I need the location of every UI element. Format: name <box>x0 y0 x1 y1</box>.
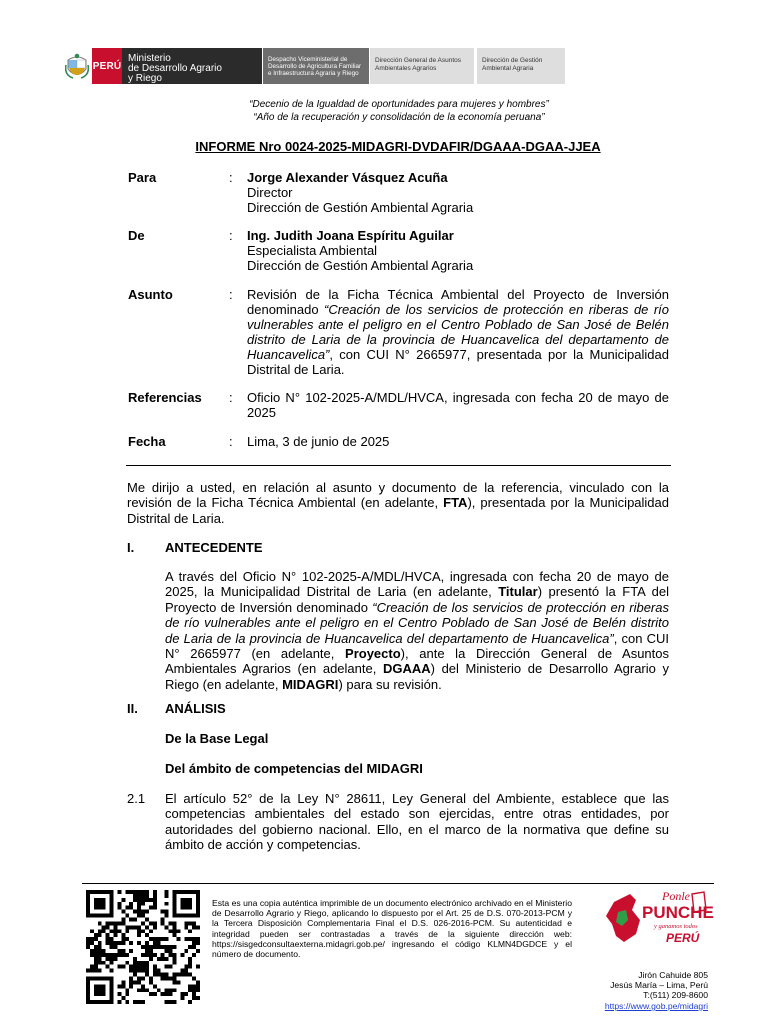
asunto-value: Revisión de la Ficha Técnica Ambiental del Proyecto de Inversión denominado “Creación de los servicios de protección en riberas de río vulnerables ante el peligro en el Centro Poblado de San José de Belén distrito de Laria de la provincia de Huancavelica del departamento de Huancavelica”, con CUI N° 2665977, presentada por la Municipalidad Distrital de Laria. <box>247 287 669 377</box>
de-office: Dirección de Gestión Ambiental Agraria <box>247 258 474 273</box>
para-colon: : <box>229 170 233 185</box>
section-2-number: II. <box>127 701 138 716</box>
de-value <box>247 228 669 273</box>
intro-paragraph: Me dirijo a usted, en relación al asunto y documento de la referencia, vinculado con la revisión de la Ficha Técnica Ambiental (en adelante, FTA), presentada por la Municipalidad Distrital de Laria. <box>127 480 669 526</box>
svg-text:PERÚ: PERÚ <box>666 931 700 945</box>
authenticity-notice: Esta es una copia auténtica imprimible de un documento electrónico archivado en el Ministerio de Desarrollo Agrario y Riego, aplicando lo dispuesto por el Art. 25 de D.S. 070-2013-PCM y la Tercera Disposición Complementaria Final el D.S. 026-2016-PCM. Su autenticidad e integridad pueden ser contrastadas a través de la siguiente dirección web: https://sisgedconsultaexterna.midagri.gob.pe/ ingresando el código KLMN4DGDCE y el número de documento. <box>212 898 572 960</box>
referencias-value: Oficio N° 102-2025-A/MDL/HVCA, ingresada con fecha 20 de mayo de 2025 <box>247 390 669 420</box>
base-legal-heading: De la Base Legal <box>165 731 269 746</box>
section-1-title: ANTECEDENTE <box>165 540 263 555</box>
header-divider <box>126 465 671 466</box>
motto-line-2: “Año de la recuperación y consolidación de la economía peruana” <box>253 112 545 123</box>
de-name: Ing. Judith Joana Espíritu Aguilar <box>247 228 454 243</box>
svg-text:y ganamos todos: y ganamos todos <box>654 923 698 930</box>
item-2-1-text: El artículo 52° de la Ley N° 28611, Ley General del Ambiente, establece que las competencias ambientales del estado son ejercidas, entre otras entidades, por autoridades del gobierno nacional. Ello, en el marco de la normativa que define su ámbito de acción y competencias. <box>165 791 669 853</box>
para-value <box>247 170 669 215</box>
para-label: Para <box>128 170 157 185</box>
address-line-1: Jirón Cahuide 805 <box>638 970 708 980</box>
coat-of-arms-icon <box>62 48 92 84</box>
country-badge: PERÚ <box>92 48 122 84</box>
motto-line-1: “Decenio de la Igualdad de oportunidades para mujeres y hombres” <box>249 99 549 110</box>
address-line-2: Jesús María – Lima, Perú <box>610 980 708 990</box>
item-2-1-number: 2.1 <box>127 791 146 806</box>
de-role: Especialista Ambiental <box>247 243 378 258</box>
para-role: Director <box>247 185 293 200</box>
document-title: INFORME Nro 0024-2025-MIDAGRI-DVDAFIR/DGAAA-DGAA-JJEA <box>195 139 601 154</box>
section-2-title: ANÁLISIS <box>165 701 226 716</box>
section-1-number: I. <box>127 540 135 555</box>
vice-ministry-badge: Despacho Viceministerial de Desarrollo de Agricultura Familiar e Infraestructura Agraria y Riego <box>263 48 369 84</box>
svg-text:PUNCHE: PUNCHE <box>642 903 714 922</box>
header-banner <box>62 48 565 84</box>
fecha-label: Fecha <box>128 434 166 449</box>
de-label: De <box>128 228 145 243</box>
svg-text:Ponle: Ponle <box>662 889 690 903</box>
competencias-heading: Del ámbito de competencias del MIDAGRI <box>165 761 423 776</box>
referencias-label: Referencias <box>128 390 202 405</box>
directorate-badge: Dirección de Gestión Ambiental Agraria <box>477 48 565 84</box>
asunto-colon: : <box>229 287 233 302</box>
para-office: Dirección de Gestión Ambiental Agraria <box>247 200 474 215</box>
de-colon: : <box>229 228 233 243</box>
fecha-colon: : <box>229 434 233 449</box>
referencias-colon: : <box>229 390 233 405</box>
website-link[interactable]: https://www.gob.pe/midagri <box>604 1001 708 1011</box>
asunto-label: Asunto <box>128 287 173 302</box>
para-name: Jorge Alexander Vásquez Acuña <box>247 170 448 185</box>
qr-code-icon <box>86 890 200 1004</box>
directorate-general-badge: Dirección General de Asuntos Ambientales Agrarios <box>370 48 474 84</box>
antecedente-paragraph: A través del Oficio N° 102-2025-A/MDL/HVCA, ingresada con fecha 20 de mayo de 2025, la Municipalidad Distrital de Laria (en adelante, Titular) presentó la FTA del Proyecto de Inversión denominado “Creación de los servicios de protección en riberas de río vulnerables ante el peligro en el Centro Poblado de San José de Belén distrito de Laria de la provincia de Huancavelica del departamento de Huancavelica”, con CUI N° 2665977 (en adelante, Proyecto), ante la Dirección General de Asuntos Ambientales Agrarios (en adelante, DGAAA) del Ministerio de Desarrollo Agrario y Riego (en adelante, MIDAGRI) para su revisión. <box>165 569 670 692</box>
phone-number: T:(511) 209-8600 <box>643 990 708 1000</box>
ministry-badge: Ministerio de Desarrollo Agrario y Riego <box>122 48 262 84</box>
ponle-punche-logo-icon <box>596 880 714 958</box>
fecha-value: Lima, 3 de junio de 2025 <box>247 434 390 449</box>
